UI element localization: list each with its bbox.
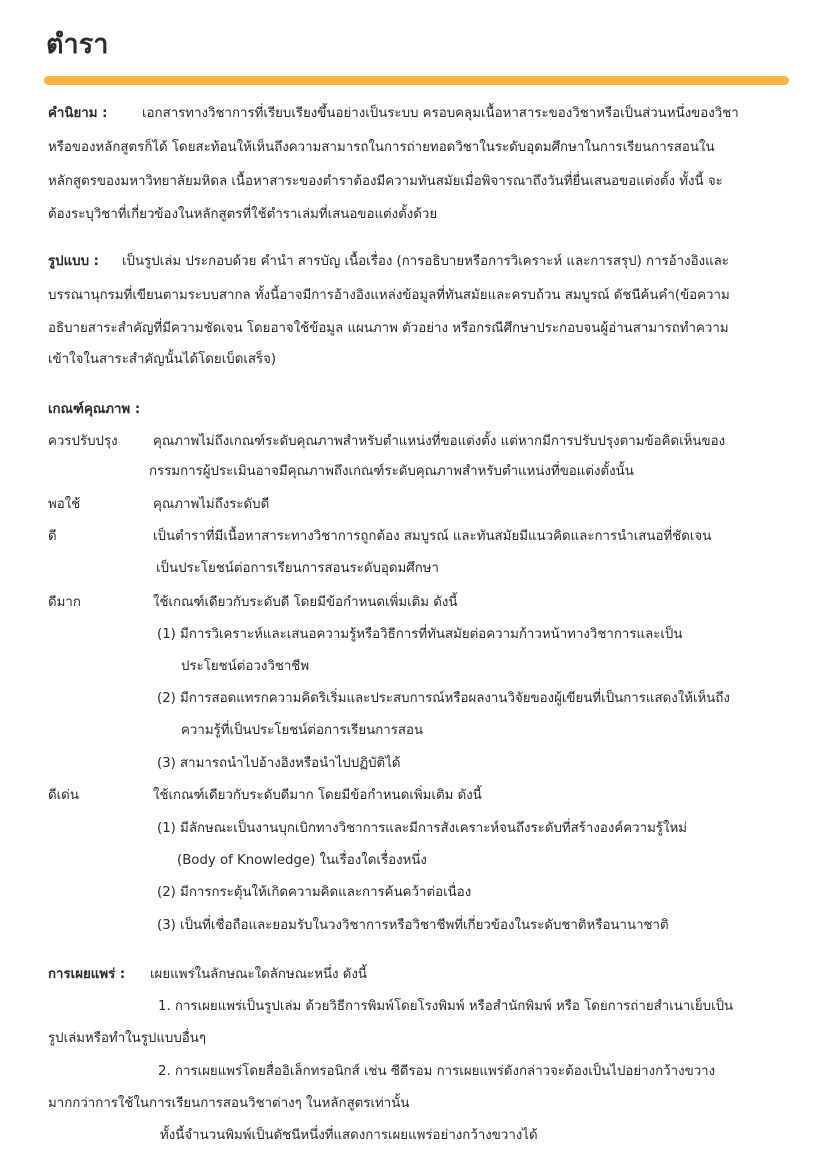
dissemination-intro: เผยแพร่ในลักษณะใดลักษณะหนึ่ง ดังนี้: [150, 967, 367, 982]
definition-line: หรือของหลักสูตรก็ได้ โดยสะท้อนให้เห็นถึงความสามารถในการถ่ายทอดวิชาในระดับอุดมศึกษาในการเรียนการสอนใน: [48, 140, 715, 155]
criteria-desc: ใช้เกณฑ์เดียวกับระดับดี โดยมีข้อกำหนดเพิ่มเติม ดังนี้: [153, 595, 458, 610]
criteria-item: (1) มีการวิเคราะห์และเสนอความรู้หรือวิธีการที่ทันสมัยต่อความก้าวหน้าทางวิชาการและเป็น: [157, 627, 683, 642]
definition-line: หลักสูตรของมหาวิทยาลัยมหิดล เนื้อหาสาระของตำราต้องมีความทันสมัยเมื่อพิจารณาถึงวันที่ยื่นเสนอขอแต่งตั้ง ทั้งนี้ จะ: [48, 174, 723, 189]
format-line: เป็นรูปเล่ม ประกอบด้วย คำนำ สารบัญ เนื้อเรื่อง (การอธิบายหรือการวิเคราะห์ และการสรุป) การอ้างอิงและ: [122, 254, 729, 269]
criteria-term: ควรปรับปรุง: [48, 434, 118, 449]
dissemination-line: รูปเล่มหรือทำในรูปแบบอื่นๆ: [48, 1031, 206, 1046]
format-line: บรรณานุกรมที่เขียนตามระบบสากล ทั้งนี้อาจมีการอ้างอิงแหล่งข้อมูลที่ทันสมัยและครบถ้วน สมบูรณ์ ดัชนีค้นคำ(ข้อความ: [48, 288, 730, 303]
dissemination-line: ทั้งนี้จำนวนพิมพ์เป็นดัชนีหนึ่งที่แสดงการเผยแพร่อย่างกว้างขวางได้: [160, 1128, 538, 1143]
format-label: รูปแบบ :: [48, 254, 99, 269]
criteria-item: ประโยชน์ต่อวงวิชาชีพ: [181, 659, 310, 674]
criteria-desc: ใช้เกณฑ์เดียวกับระดับดีมาก โดยมีข้อกำหนดเพิ่มเติม ดังนี้: [153, 788, 482, 803]
page-title: ตำรา: [46, 29, 109, 60]
criteria-heading: เกณฑ์คุณภาพ :: [48, 402, 141, 417]
format-line: เข้าใจในสาระสำคัญนั้นได้โดยเบ็ดเสร็จ): [48, 352, 277, 367]
criteria-term: ดีเด่น: [48, 788, 79, 803]
dissemination-line: 2. การเผยแพร่โดยสื่ออิเล็กทรอนิกส์ เช่น ซีดีรอม การเผยแพร่ดังกล่าวจะต้องเป็นไปอย่างกว้างขวาง: [158, 1064, 716, 1079]
criteria-item: ความรู้ที่เป็นประโยชน์ต่อการเรียนการสอน: [181, 723, 424, 738]
dissemination-line: มากกว่าการใช้ในการเรียนการสอนวิชาต่างๆ ในหลักสูตรเท่านั้น: [48, 1096, 410, 1111]
criteria-desc: คุณภาพไม่ถึงเกณฑ์ระดับคุณภาพสำหรับตำแหน่งที่ขอแต่งตั้ง แต่หากมีการปรับปรุงตามข้อคิดเห็นของ: [153, 434, 726, 449]
definition-label: คำนิยาม :: [48, 106, 108, 121]
criteria-desc: กรรมการผู้ประเมินอาจมีคุณภาพถึงเกณฑ์ระดับคุณภาพสำหรับตำแหน่งที่ขอแต่งตั้งนั้น: [149, 464, 634, 479]
criteria-item: (3) เป็นที่เชื่อถือและยอมรับในวงวิชาการหรือวิชาชีพที่เกี่ยวข้องในระดับชาติหรือนานาชาติ: [157, 918, 669, 933]
criteria-item: (3) สามารถนำไปอ้างอิงหรือนำไปปฏิบัติได้: [157, 756, 401, 771]
criteria-item: (2) มีการกระตุ้นให้เกิดความคิดและการค้นคว้าต่อเนื่อง: [157, 885, 472, 900]
dissemination-line: 1. การเผยแพร่เป็นรูปเล่ม ด้วยวิธีการพิมพ์โดยโรงพิมพ์ หรือสำนักพิมพ์ หรือ โดยการถ่ายสำเนาเย็บเป็น: [158, 999, 734, 1014]
criteria-item: (1) มีลักษณะเป็นงานบุกเบิกทางวิชาการและมีการสังเคราะห์จนถึงระดับที่สร้างองค์ความรู้ใหม่: [157, 821, 688, 836]
criteria-desc: เป็นตำราที่มีเนื้อหาสาระทางวิชาการถูกต้อง สมบูรณ์ และทันสมัยมีแนวคิดและการนำเสนอที่ชัดเจน: [153, 529, 712, 544]
criteria-item: (2) มีการสอดแทรกความคิดริเริ่มและประสบการณ์หรือผลงานวิจัยของผู้เขียนที่เป็นการแสดงให้เห็นถึง: [157, 691, 730, 706]
criteria-item: (Body of Knowledge) ในเรื่องใดเรื่องหนึ่ง: [177, 853, 427, 868]
criteria-desc: เป็นประโยชน์ต่อการเรียนการสอนระดับอุดมศึกษา: [156, 561, 440, 576]
criteria-term: พอใช้: [48, 497, 81, 512]
criteria-term: ดี: [48, 529, 57, 544]
criteria-term: ดีมาก: [48, 595, 81, 610]
definition-line: เอกสารทางวิชาการที่เรียบเรียงขึ้นอย่างเป็นระบบ ครอบคลุมเนื้อหาสาระของวิชาหรือเป็นส่วนหนึ่งของวิชา: [142, 106, 739, 121]
definition-line: ต้องระบุวิชาที่เกี่ยวข้องในหลักสูตรที่ใช้ตำราเล่มที่เสนอขอแต่งตั้งด้วย: [48, 207, 438, 222]
title-underline: [44, 76, 789, 85]
format-line: อธิบายสาระสำคัญที่มีความชัดเจน โดยอาจใช้ข้อมูล แผนภาพ ตัวอย่าง หรือกรณีศึกษาประกอบจนผู้อ่านสามารถทำความ: [48, 321, 729, 336]
criteria-desc: คุณภาพไม่ถึงระดับดี: [153, 497, 270, 512]
dissemination-label: การเผยแพร่ :: [48, 967, 126, 982]
